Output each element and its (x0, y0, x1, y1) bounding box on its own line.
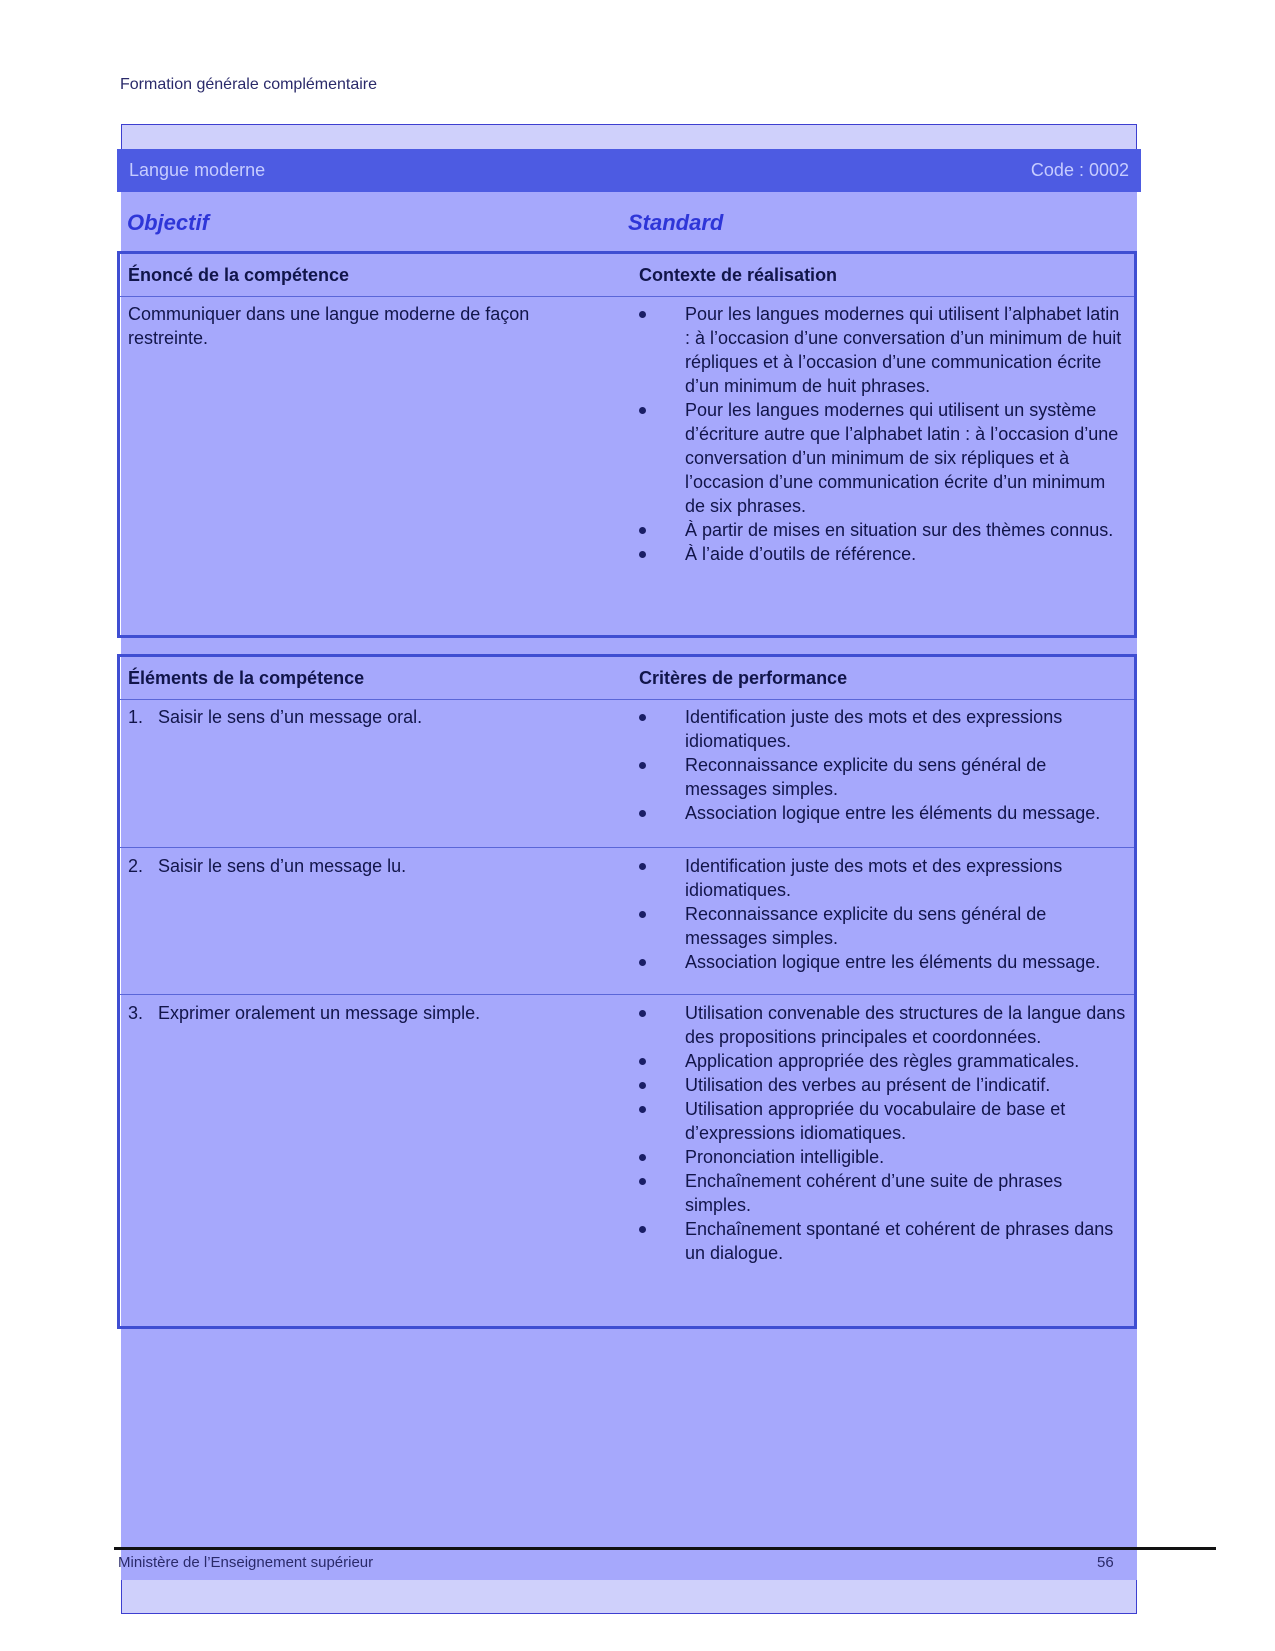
list-item (639, 705, 1129, 753)
element-text (128, 705, 598, 729)
list-item-text: Association logique entre les éléments du message. (685, 803, 1101, 823)
element-number: 1. (128, 707, 144, 727)
bullet-icon (639, 527, 646, 534)
list-item-text: Reconnaissance explicite du sens général de messages simples. (685, 755, 1047, 799)
title-bar (117, 149, 1141, 192)
table-row (120, 847, 1134, 972)
bullet-icon (639, 407, 646, 414)
bullet-icon (639, 959, 646, 966)
list-item (639, 902, 1129, 950)
bullet-icon (639, 714, 646, 721)
bullet-icon (639, 1058, 646, 1065)
list-item (639, 1049, 1129, 1073)
list-item-text: Utilisation appropriée du vocabulaire de base et d’expressions idiomatiques. (685, 1099, 1066, 1143)
competence-section-header (120, 254, 1134, 297)
list-item (639, 1001, 1129, 1049)
list-item-text: Utilisation convenable des structures de la langue dans des propositions principales et coordonnées. (685, 1003, 1126, 1047)
course-code: Code : 0002 (1030, 160, 1129, 180)
list-item (639, 801, 1129, 825)
element-label: Saisir le sens d’un message oral. (158, 707, 423, 727)
element-number: 2. (128, 856, 144, 876)
criteres-heading: Critères de performance (639, 668, 848, 688)
list-item-text: Identification juste des mots et des expressions idiomatiques. (685, 707, 1063, 751)
list-item-text: À l’aide d’outils de référence. (685, 544, 917, 564)
list-item-text: À partir de mises en situation sur des thèmes connus. (685, 520, 1114, 540)
bullet-icon (639, 1010, 646, 1017)
element-text (128, 854, 598, 878)
criteria-list (639, 705, 1129, 825)
footer-ministry: Ministère de l’Enseignement supérieur (118, 1554, 374, 1571)
list-item-text: Reconnaissance explicite du sens général de messages simples. (685, 904, 1047, 948)
bullet-icon (639, 911, 646, 918)
criteria-list (639, 854, 1129, 974)
element-label: Exprimer oralement un message simple. (158, 1003, 481, 1023)
criteria-list (639, 1001, 1129, 1265)
list-item-text: Enchaînement spontané et cohérent de phrases dans un dialogue. (685, 1219, 1114, 1263)
list-item-text: Application appropriée des règles grammaticales. (685, 1051, 1080, 1071)
list-item-text: Utilisation des verbes au présent de l’indicatif. (685, 1075, 1051, 1095)
bullet-icon (639, 1178, 646, 1185)
course-title: Langue moderne (129, 160, 266, 180)
elements-section (117, 654, 1137, 1329)
list-item (639, 518, 1129, 542)
list-item-text: Prononciation intelligible. (685, 1147, 885, 1167)
contexte-heading: Contexte de réalisation (639, 265, 838, 285)
bullet-icon (639, 762, 646, 769)
list-item (639, 753, 1129, 801)
standard-label: Standard (628, 210, 724, 235)
competence-statement: Communiquer dans une langue moderne de façon restreinte. (128, 304, 530, 348)
list-item (639, 542, 1129, 566)
element-text (128, 1001, 598, 1025)
bullet-icon (639, 551, 646, 558)
table-row (120, 994, 1134, 1263)
page-number: 56 (1097, 1554, 1114, 1571)
footer-rule (114, 1547, 1216, 1550)
list-item (639, 302, 1129, 398)
list-item (639, 1169, 1129, 1217)
list-item (639, 1097, 1129, 1145)
element-number: 3. (128, 1003, 144, 1023)
bullet-icon (639, 1226, 646, 1233)
list-item-text: Pour les langues modernes qui utilisent l’alphabet latin : à l’occasion d’une conversation d’un minimum de huit répliques et à l’occasion d’une communication écrite d’un minimum de huit phrases. (685, 304, 1122, 396)
bullet-icon (639, 1154, 646, 1161)
list-item (639, 1145, 1129, 1169)
bullet-icon (639, 863, 646, 870)
enonce-heading: Énoncé de la compétence (128, 265, 350, 285)
list-item (639, 1073, 1129, 1097)
list-item-text: Pour les langues modernes qui utilisent un système d’écriture autre que l’alphabet latin : à l’occasion d’une conversation d’un minimum de six répliques et à l’occasion d’une communication écrite d’un minimum de six phrases. (685, 400, 1119, 516)
objectif-label: Objectif (127, 210, 209, 235)
running-header: Formation générale complémentaire (120, 76, 378, 93)
list-item-text: Association logique entre les éléments du message. (685, 952, 1101, 972)
bullet-icon (639, 810, 646, 817)
list-item (639, 398, 1129, 518)
list-item-text: Enchaînement cohérent d’une suite de phrases simples. (685, 1171, 1063, 1215)
competence-section (117, 251, 1137, 638)
element-label: Saisir le sens d’un message lu. (158, 856, 407, 876)
bullet-icon (639, 1106, 646, 1113)
contexte-list (639, 302, 1129, 566)
bullet-icon (639, 1082, 646, 1089)
elements-heading: Éléments de la compétence (128, 668, 365, 688)
list-item-text: Identification juste des mots et des expressions idiomatiques. (685, 856, 1063, 900)
list-item (639, 1217, 1129, 1265)
list-item (639, 950, 1129, 974)
elements-section-header (120, 657, 1134, 700)
bullet-icon (639, 311, 646, 318)
list-item (639, 854, 1129, 902)
